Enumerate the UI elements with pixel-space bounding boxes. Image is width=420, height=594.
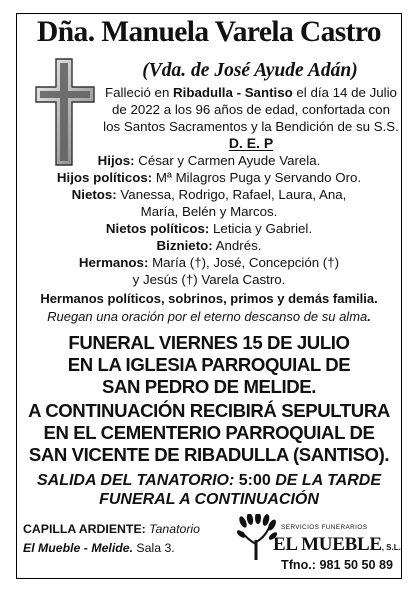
funeral-line-6: SAN VICENTE DE RIBADULLA (SANTISO).	[28, 444, 390, 465]
relatives-line-nietos: Nietos: Vanessa, Rodrigo, Rafael, Laura, Ana,	[71, 187, 347, 202]
deceased-name: Dña. Manuela Varela Castro	[37, 16, 381, 48]
capilla-line-1: CAPILLA ARDIENTE: Tanatorio	[23, 522, 200, 536]
capilla-line-2: El Mueble - Melide. Sala 3.	[23, 541, 175, 555]
funeral-line-3: SAN PEDRO DE MELIDE.	[101, 376, 317, 397]
intro-line-1: Falleció en Ribadulla - Santiso el día 14 de Julio	[105, 85, 397, 100]
prayer-line: Ruegan una oración por el eterno descanso de su alma.	[47, 309, 371, 324]
widow-of-line: (Vda. de José Ayude Adán)	[142, 60, 358, 81]
logo-brand-row	[273, 534, 401, 556]
funeral-line-5: EN EL CEMENTERIO PARROQUIAL DE	[43, 422, 375, 443]
funeral-line-1: FUNERAL VIERNES 15 DE JULIO	[68, 332, 350, 353]
logo-brand: EL MUEBLE	[273, 534, 382, 555]
phone-number: Tfno.: 981 50 50 89	[281, 558, 393, 572]
relatives-line-nietos-cont: María, Belén y Marcos.	[140, 204, 278, 219]
relatives-line-hermanos-cont: y Jesús (†) Varela Castro.	[132, 272, 286, 287]
salida-line-2: FUNERAL A CONTINUACIÓN	[99, 491, 319, 508]
logo-suffix: , S.L.	[381, 543, 401, 552]
dep-label: D. E. P	[228, 135, 274, 151]
funeral-line-4: A CONTINUACIÓN RECIBIRÁ SEPULTURA	[28, 400, 390, 421]
relatives-line-nietos-politicos: Nietos políticos: Leticia y Gabriel.	[105, 221, 313, 236]
obituary-notice	[16, 13, 402, 579]
relatives-line-hijos-politicos: Hijos políticos: Mª Milagros Puga y Servando Oro.	[56, 170, 362, 185]
salida-line-1: SALIDA DEL TANATORIO: 5:00 DE LA TARDE	[36, 472, 382, 489]
logo-tagline: SERVICIOS FUNERARIOS	[281, 524, 368, 531]
dep-line	[103, 135, 399, 152]
funeral-home-logo	[237, 514, 402, 578]
intro-line-3: los Santos Sacramentos y la Bendición de su S.S.	[103, 119, 399, 134]
relatives-line-biznieto: Biznieto: Andrés.	[156, 238, 262, 253]
intro-line-2: de 2022 a los 96 años de edad, confortada con	[112, 102, 390, 117]
funeral-line-2: EN LA IGLESIA PARROQUIAL DE	[67, 354, 351, 375]
tree-icon	[237, 514, 277, 562]
family-line: Hermanos políticos, sobrinos, primos y demás familia.	[40, 291, 378, 306]
relatives-line-hijos: Hijos: César y Carmen Ayude Varela.	[97, 153, 321, 168]
relatives-line-hermanos: Hermanos: María (†), José, Concepción (†)	[78, 255, 340, 270]
